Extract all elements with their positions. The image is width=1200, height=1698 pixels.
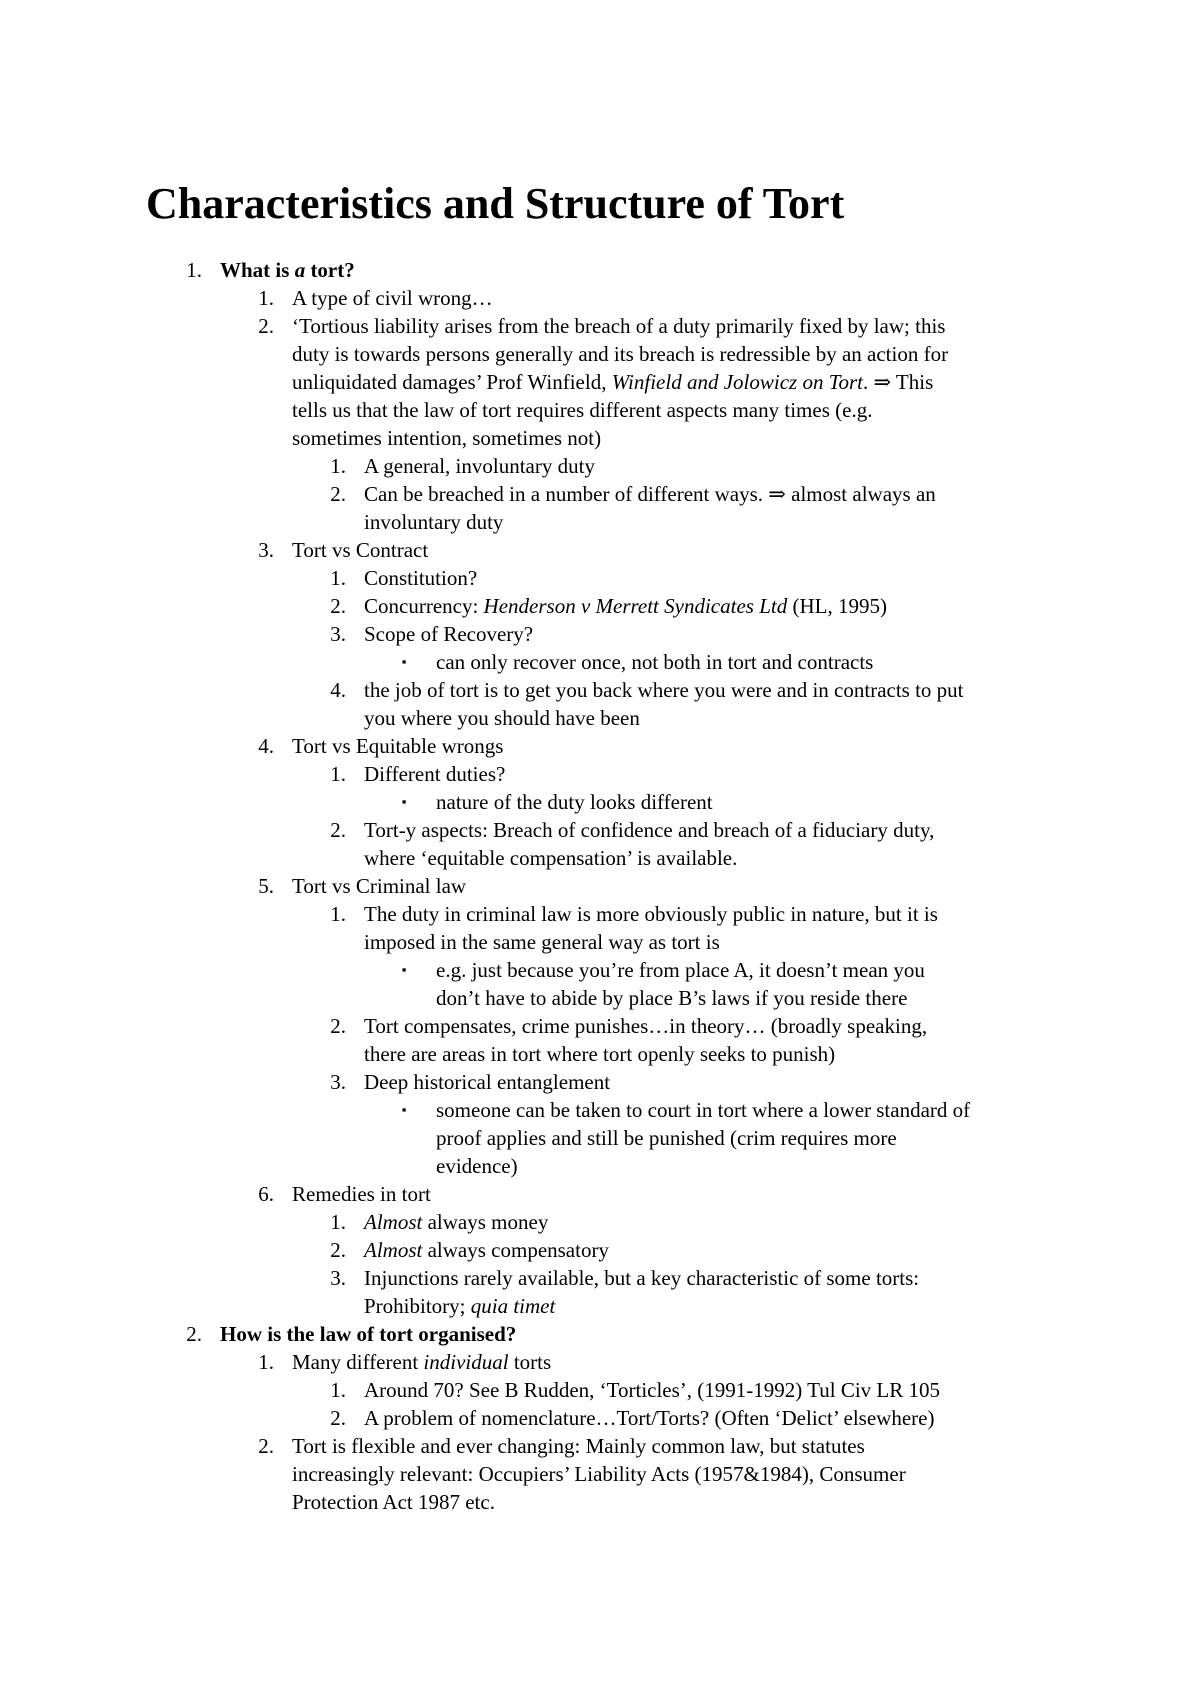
citation: Winfield and Jolowicz on Tort bbox=[611, 370, 863, 394]
list-marker: 4. bbox=[258, 734, 274, 758]
list-marker: 2. bbox=[330, 818, 346, 842]
item-text: Remedies in tort bbox=[292, 1182, 431, 1206]
list-marker: 2. bbox=[186, 1322, 202, 1346]
item-text: Around 70? See B Rudden, ‘Torticles’, (1991-1992) Tul Civ LR 105 bbox=[364, 1378, 940, 1402]
item-text: Tort vs Criminal law bbox=[292, 874, 467, 898]
item-text: can only recover once, not both in tort and contracts bbox=[436, 650, 874, 674]
item-text: Tort-y aspects: Breach of confidence and breach of a fiduciary duty, bbox=[364, 818, 935, 842]
item-text: Scope of Recovery? bbox=[364, 622, 534, 646]
item-text: The duty in criminal law is more obviously public in nature, but it is bbox=[364, 902, 938, 926]
list-marker: 1. bbox=[330, 454, 346, 478]
list-marker: 4. bbox=[330, 678, 346, 702]
square-bullet-icon: ▪ bbox=[401, 654, 407, 669]
page-title: Characteristics and Structure of Tort bbox=[146, 179, 845, 228]
list-marker: 3. bbox=[258, 538, 274, 562]
item-text: Deep historical entanglement bbox=[364, 1070, 611, 1094]
list-marker: 3. bbox=[330, 1070, 346, 1094]
item-text: A problem of nomenclature…Tort/Torts? (Often ‘Delict’ elsewhere) bbox=[364, 1406, 935, 1430]
item-text: ‘Tortious liability arises from the breach of a duty primarily fixed by law; this bbox=[292, 314, 946, 338]
square-bullet-icon: ▪ bbox=[401, 794, 407, 809]
list-marker: 2. bbox=[330, 1238, 346, 1262]
square-bullet-icon: ▪ bbox=[401, 1102, 407, 1117]
item-text: Injunctions rarely available, but a key characteristic of some torts: bbox=[364, 1266, 920, 1290]
list-marker: 2. bbox=[330, 594, 346, 618]
item-text: someone can be taken to court in tort where a lower standard of bbox=[436, 1098, 971, 1122]
list-marker: 1. bbox=[330, 566, 346, 590]
list-marker: 1. bbox=[330, 1210, 346, 1234]
list-marker: 2. bbox=[330, 482, 346, 506]
list-marker: 6. bbox=[258, 1182, 274, 1206]
list-marker: 1. bbox=[186, 258, 202, 282]
item-text: Tort compensates, crime punishes…in theory… (broadly speaking, bbox=[364, 1014, 928, 1038]
item-text: e.g. just because you’re from place A, it doesn’t mean you bbox=[436, 958, 925, 982]
list-marker: 1. bbox=[330, 902, 346, 926]
list-marker: 2. bbox=[258, 1434, 274, 1458]
item-text: Different duties? bbox=[364, 762, 506, 786]
list-marker: 1. bbox=[330, 1378, 346, 1402]
item-text: Constitution? bbox=[364, 566, 478, 590]
item-text: Tort vs Contract bbox=[292, 538, 429, 562]
list-marker: 2. bbox=[330, 1406, 346, 1430]
item-text: A general, involuntary duty bbox=[364, 454, 595, 478]
list-marker: 1. bbox=[258, 286, 274, 310]
list-marker: 3. bbox=[330, 1266, 346, 1290]
section-title: How is the law of tort organised? bbox=[220, 1322, 517, 1346]
case-name: Henderson v Merrett Syndicates Ltd bbox=[483, 594, 788, 618]
square-bullet-icon: ▪ bbox=[401, 962, 407, 977]
list-marker: 1. bbox=[258, 1350, 274, 1374]
section-title: What is a tort? bbox=[220, 258, 355, 282]
item-text: the job of tort is to get you back where you were and in contracts to put bbox=[364, 678, 964, 702]
item-text: Tort is flexible and ever changing: Mainly common law, but statutes bbox=[292, 1434, 865, 1458]
item-text: Tort vs Equitable wrongs bbox=[292, 734, 504, 758]
list-marker: 2. bbox=[330, 1014, 346, 1038]
list-marker: 1. bbox=[330, 762, 346, 786]
item-text: Can be breached in a number of different ways. ⇒ almost always an bbox=[364, 482, 936, 506]
list-marker: 3. bbox=[330, 622, 346, 646]
list-marker: 5. bbox=[258, 874, 274, 898]
document-page: Characteristics and Structure of Tort 1. What is a tort? 1. A type of civil wrong… 2. ‘Tortious liability arises from the breach of a duty primarily fixed by law; this duty is towards persons generally and its breach is redressible by an action for unliquidated damages’ Prof Winfield, Winfield and Jolowicz on Tort. ⇒ This tells us that the law of tort requires different aspects many times (e.g. sometimes intention, sometimes not) 1. A general, involuntary duty 2. Can be breached in a number of different ways. ⇒ almost always an involuntary duty 3. Tort vs Contract 1. Constitution? 2. Concurrency: Henderson v Merrett Syndicates Ltd (HL, 1995) 3. Scope of Recovery? ▪ can only recover once, not both in tort and contracts 4. the job of tort is to get you back where you were and in contracts to put you where you should have been 4. Tort vs Equitable wrongs 1. Different duties? ▪ nature of the duty looks different 2. Tort-y aspects: Breach of confidence and breach of a fiduciary duty, where ‘equitable compensation’ is available. 5. Tort vs Criminal law 1. The duty in criminal law is more obviously public in nature, but it is imposed in the same general way as tort is ▪ e.g. just because you’re from place A, it doesn’t mean you don’t have to abide by place B’s laws if you reside there 2. Tort compensates, crime punishes…in theory… (broadly speaking, there are areas in tort where tort openly seeks to punish) 3. Deep historical entanglement ▪ someone can be taken to court in tort where a lower standard of proof applies and still be punished (crim requires more evidence) 6. Remedies in tort 1. Almost always money 2. Almost always compensatory 3. Injunctions rarely available, but a key characteristic of some torts: Prohibitory; quia timet 2. How is the law of tort organised? 1. Many different individual torts 1. Around 70? See B Rudden, ‘Torticles’, (1991-1992) Tul Civ LR 105 2. A problem of nomenclature…Tort/Torts? (Often ‘Delict’ elsewhere) 2. Tort is flexible and ever changing: Mainly common law, but statutes increasingly relevant: Occupiers’ Liability Acts (1957&1984), Consumer Protection Act 1987 etc. bbox=[0, 0, 1200, 1698]
item-text: A type of civil wrong… bbox=[292, 286, 493, 310]
item-text: nature of the duty looks different bbox=[436, 790, 713, 814]
list-marker: 2. bbox=[258, 314, 274, 338]
